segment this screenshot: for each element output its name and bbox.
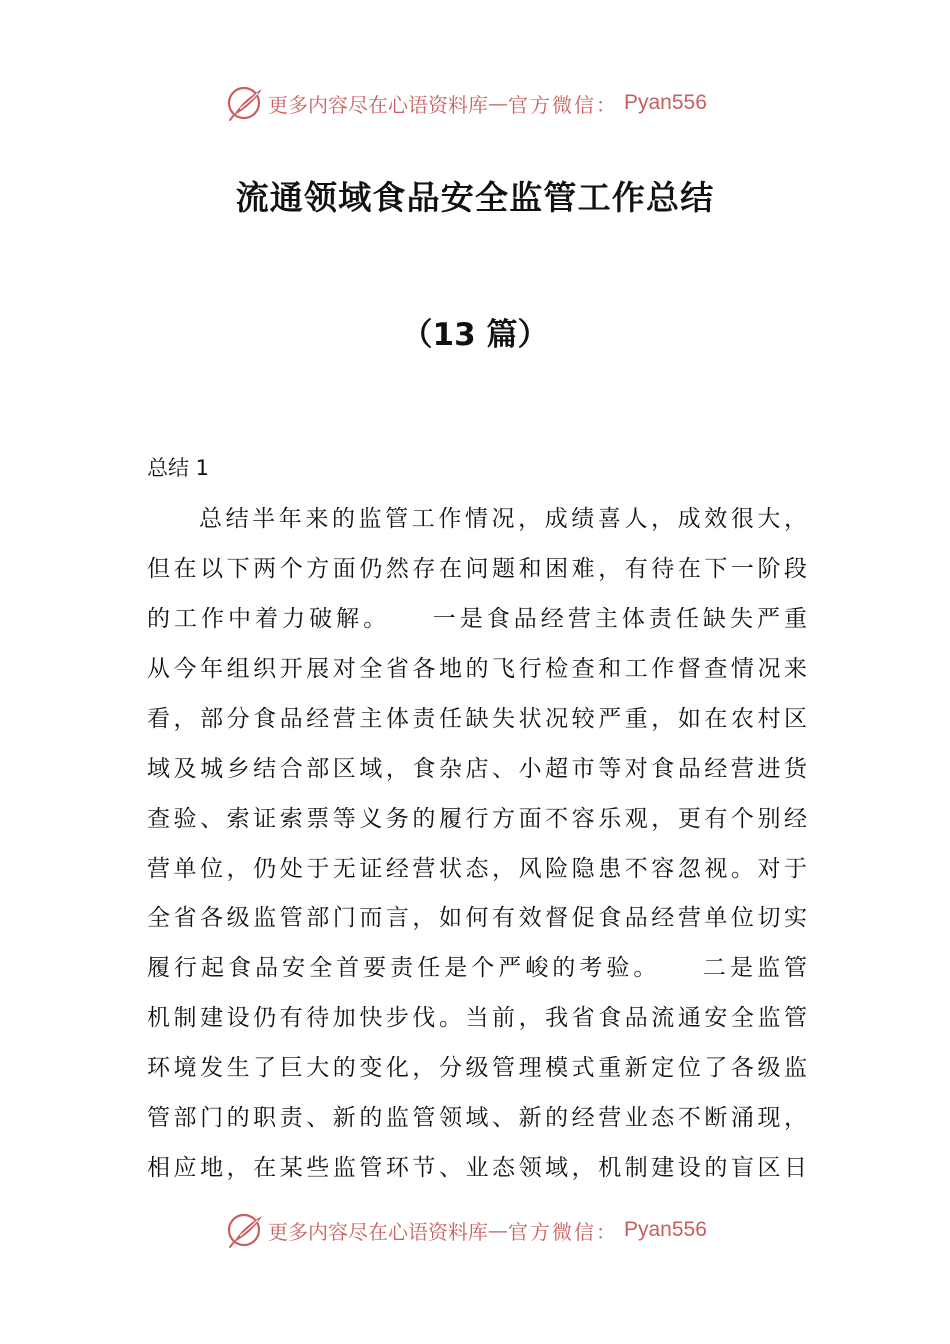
body-line: 的工作中着力破解。 一是食品经营主体责任缺失严重 [147, 606, 807, 632]
quill-pen-logo-icon [226, 83, 266, 123]
document-title: 流通领域食品安全监管工作总结 [235, 178, 715, 217]
body-line: 域及城乡结合部区域，食杂店、小超市等对食品经营进货 [147, 756, 807, 782]
body-line: 查验、索证索票等义务的履行方面不容乐观，更有个别经 [147, 806, 807, 832]
body-line: 机制建设仍有待加快步伐。当前，我省食品流通安全监管 [147, 1005, 807, 1031]
footer-watermark-banner [226, 1210, 707, 1250]
banner-wechat-id: Pyan556 [624, 91, 707, 114]
body-line: 但在以下两个方面仍然存在问题和困难，有待在下一阶段 [147, 556, 807, 582]
banner-separator: — [488, 1218, 508, 1242]
banner-main-text: 更多内容尽在心语资料库 [268, 1219, 488, 1244]
header-watermark-banner [226, 83, 707, 123]
section-label: 总结 1 [147, 456, 210, 480]
quill-pen-logo-icon [226, 1210, 266, 1250]
body-line: 全省各级监管部门而言，如何有效督促食品经营单位切实 [147, 905, 807, 931]
body-line: 相应地，在某些监管环节、业态领域，机制建设的盲区日 [147, 1155, 807, 1181]
banner-main-text: 更多内容尽在心语资料库 [268, 92, 488, 117]
body-line: 履行起食品安全首要责任是个严峻的考验。 二是监管 [147, 955, 807, 981]
body-line: 总结半年来的监管工作情况，成绩喜人，成效很大， [199, 506, 807, 532]
body-line: 营单位，仍处于无证经营状态，风险隐患不容忽视。对于 [147, 856, 807, 882]
banner-wechat-label: 官方微信： [508, 1219, 618, 1244]
body-line: 管部门的职责、新的监管领域、新的经营业态不断涌现， [147, 1105, 807, 1131]
banner-wechat-label: 官方微信： [508, 92, 618, 117]
banner-separator: — [488, 91, 508, 115]
body-line: 从今年组织开展对全省各地的飞行检查和工作督查情况来 [147, 656, 807, 682]
body-line: 环境发生了巨大的变化，分级管理模式重新定位了各级监 [147, 1055, 807, 1081]
body-line: 看，部分食品经营主体责任缺失状况较严重，如在农村区 [147, 706, 807, 732]
document-subtitle: （13 篇） [401, 317, 549, 353]
banner-wechat-id: Pyan556 [624, 1218, 707, 1241]
